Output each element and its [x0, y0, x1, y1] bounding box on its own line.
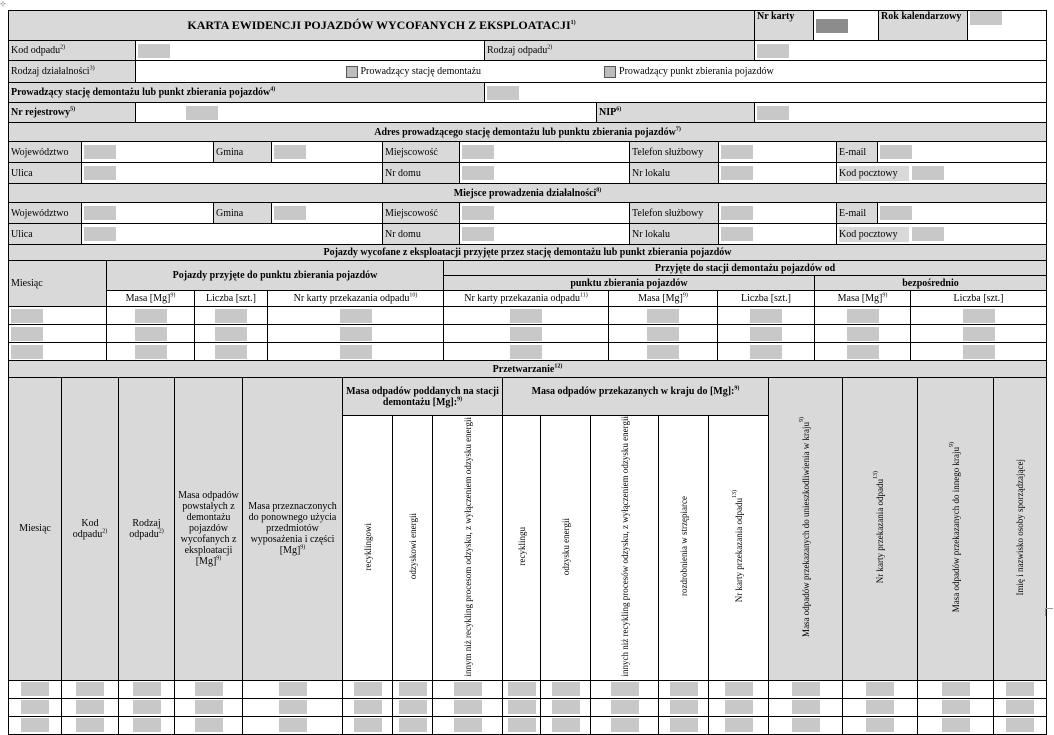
data-cell[interactable]: [444, 325, 609, 343]
data-cell[interactable]: [609, 307, 718, 325]
nr-lokalu-label: Nr lokalu: [630, 163, 719, 184]
data-cell[interactable]: [591, 716, 659, 734]
przetwarzanie-title: Przetwarzanie$^{12)}$: [9, 361, 1047, 378]
miesiac-header: Miesiąc: [9, 378, 62, 681]
table-row: [9, 698, 1047, 716]
gmina-label: Gmina: [214, 203, 272, 224]
data-cell[interactable]: [62, 680, 119, 698]
data-cell[interactable]: [994, 698, 1047, 716]
data-cell[interactable]: [769, 716, 843, 734]
rodzaj-odpadu-field[interactable]: [755, 41, 1047, 61]
nr-lokalu-label: Nr lokalu: [630, 224, 719, 245]
miejsce-title: Miejsce prowadzenia działalności$^{8)}$: [9, 184, 1047, 203]
masa-powstalych-header: Masa odpadów powstałych z demontażu pojazdów wycofanych z eksploatacji $[Mg]^{9)}$: [175, 378, 243, 681]
nr-rejestrowy-label: Nr rejestrowy$^{5)}$: [9, 103, 136, 123]
nr-karty-header: Nr karty przekazania odpadu$^{11)}$: [444, 291, 609, 307]
innego-kraju-header: Masa odpadów przekazanych do innego kraju$^{9)}$: [918, 378, 994, 681]
rodzaj-dzialalnosci-options: [136, 61, 1047, 83]
przetwarzanie-table: [8, 360, 1047, 735]
data-cell[interactable]: [918, 680, 994, 698]
data-cell[interactable]: [503, 680, 541, 698]
poddanych-header: Masa odpadów poddanych na stacji demontażu [Mg]:$^{9)}$: [343, 378, 503, 416]
data-cell[interactable]: [911, 343, 1047, 361]
recyklingowi-header: recyklingowi: [343, 416, 393, 681]
data-cell[interactable]: [268, 343, 444, 361]
data-cell[interactable]: [393, 716, 433, 734]
kod-pocztowy-label: Kod pocztowy: [839, 166, 909, 181]
data-cell[interactable]: [175, 680, 243, 698]
email-label: E-mail: [837, 203, 878, 224]
gmina-field[interactable]: [272, 142, 383, 163]
masa-header: Masa $[Mg]^{9)}$: [609, 291, 718, 307]
data-cell[interactable]: [433, 716, 503, 734]
kod-odpadu-field[interactable]: [136, 41, 485, 61]
gmina-field[interactable]: [272, 203, 383, 224]
table-row: [9, 343, 1047, 361]
table-move-handle-icon[interactable]: ⊹: [0, 0, 6, 8]
data-cell[interactable]: [709, 680, 769, 698]
data-cell[interactable]: [815, 343, 911, 361]
data-cell[interactable]: [918, 716, 994, 734]
nr-domu-label: Nr domu: [383, 163, 460, 184]
odzysku-header: odzysku energii: [541, 416, 591, 681]
masa-header: Masa $[Mg]^{9)}$: [107, 291, 195, 307]
data-cell[interactable]: [195, 307, 268, 325]
data-cell[interactable]: [444, 343, 609, 361]
nr-karty-header: Nr karty przekazania odpadu$^{10)}$: [268, 291, 444, 307]
data-cell[interactable]: [769, 680, 843, 698]
data-cell[interactable]: [243, 698, 343, 716]
kod-pocztowy-cell: [837, 224, 1047, 245]
data-cell[interactable]: [541, 698, 591, 716]
table-row: [9, 716, 1047, 734]
data-cell[interactable]: [175, 698, 243, 716]
kod-odpadu-label: Kod odpadu$^{2)}$: [9, 41, 136, 61]
data-cell[interactable]: [343, 698, 393, 716]
kod-odpadu-header: Kod odpadu$^{2)}$: [62, 378, 119, 681]
data-cell[interactable]: [444, 307, 609, 325]
data-cell[interactable]: [541, 716, 591, 734]
data-cell[interactable]: [591, 698, 659, 716]
innych-procesow-header: innych niż recykling procesów odzysku, z wyłączeniem odzysku energii: [591, 416, 659, 681]
telefon-label: Telefon służbowy: [630, 142, 719, 163]
data-cell[interactable]: [769, 698, 843, 716]
rodzaj-odpadu-header: Rodzaj odpadu$^{2)}$: [119, 378, 175, 681]
miesiac-header: Miesiąc: [9, 261, 107, 307]
table-row: [9, 680, 1047, 698]
nr-domu-field[interactable]: [460, 163, 630, 184]
data-cell[interactable]: [9, 343, 107, 361]
kod-pocztowy-field[interactable]: [912, 227, 944, 241]
data-cell[interactable]: [994, 680, 1047, 698]
nr-lokalu-field[interactable]: [719, 224, 837, 245]
adres-title: Adres prowadzącego stację demontażu lub punktu zbierania pojazdów$^{7)}$: [9, 123, 1047, 142]
data-cell[interactable]: [268, 307, 444, 325]
ulica-label: Ulica: [9, 224, 82, 245]
data-cell[interactable]: [911, 307, 1047, 325]
data-cell[interactable]: [62, 698, 119, 716]
data-cell[interactable]: [62, 716, 119, 734]
pojazdy-title: Pojazdy wycofane z eksploatacji przyjęte przez stację demontażu lub punkt zbierania pojazdów: [9, 245, 1047, 261]
data-cell[interactable]: [843, 698, 918, 716]
nr-karty-header: Nr karty przekazania odpadu$^{13)}$: [843, 378, 918, 681]
data-cell[interactable]: [911, 325, 1047, 343]
nr-domu-field[interactable]: [460, 224, 630, 245]
data-cell[interactable]: [815, 325, 911, 343]
data-cell[interactable]: [9, 716, 62, 734]
imie-nazwisko-header: Imię i nazwisko osoby sporządzającej: [994, 378, 1047, 681]
nr-lokalu-field[interactable]: [719, 163, 837, 184]
nr-domu-label: Nr domu: [383, 224, 460, 245]
data-cell[interactable]: [609, 325, 718, 343]
option-punkt-zbierania[interactable]: Prowadzący punkt zbierania pojazdów: [604, 66, 774, 77]
data-cell[interactable]: [9, 325, 107, 343]
rozdrobnienia-header: rozdrobnienia w strzępiarce: [659, 416, 709, 681]
rodzaj-odpadu-label: Rodzaj odpadu$^{2)}$: [485, 41, 755, 61]
data-cell[interactable]: [433, 698, 503, 716]
odzyskowi-header: odzyskowi energii: [393, 416, 433, 681]
data-cell[interactable]: [107, 343, 195, 361]
wojewodztwo-label: Województwo: [9, 142, 82, 163]
data-cell[interactable]: [609, 343, 718, 361]
data-cell[interactable]: [503, 716, 541, 734]
wojewodztwo-label: Województwo: [9, 203, 82, 224]
data-cell[interactable]: [393, 698, 433, 716]
data-cell[interactable]: [659, 680, 709, 698]
z-punktu-header: punktu zbierania pojazdów: [444, 276, 815, 291]
data-cell[interactable]: [541, 680, 591, 698]
rodzaj-dzialalnosci-label: Rodzaj działalności$^{3)}$: [9, 61, 136, 83]
wojewodztwo-field[interactable]: [82, 203, 214, 224]
data-cell[interactable]: [709, 716, 769, 734]
miejscowosc-field[interactable]: [460, 203, 630, 224]
liczba-header: Liczba [szt.]: [195, 291, 268, 307]
data-cell[interactable]: [9, 698, 62, 716]
liczba-header: Liczba [szt.]: [718, 291, 815, 307]
email-field[interactable]: [878, 142, 1047, 163]
data-cell[interactable]: [659, 698, 709, 716]
data-cell[interactable]: [718, 343, 815, 361]
data-cell[interactable]: [195, 343, 268, 361]
data-cell[interactable]: [815, 307, 911, 325]
data-cell[interactable]: [175, 716, 243, 734]
data-cell[interactable]: [433, 680, 503, 698]
data-cell[interactable]: [718, 307, 815, 325]
checkbox-icon[interactable]: [604, 66, 616, 78]
table-resize-handle-icon[interactable]: [1045, 608, 1053, 616]
pojazdy-table: [8, 244, 1047, 361]
data-cell[interactable]: [994, 716, 1047, 734]
kod-pocztowy-field[interactable]: [912, 166, 944, 180]
checkbox-icon[interactable]: [346, 66, 358, 78]
data-cell[interactable]: [268, 325, 444, 343]
data-cell[interactable]: [119, 716, 175, 734]
prowadzacy-field[interactable]: [485, 83, 1047, 103]
recyklingu-header: recyklingu: [503, 416, 541, 681]
miejscowosc-label: Miejscowość: [383, 142, 460, 163]
stacja-demontazu-header: Przyjęte do stacji demontażu pojazdów od: [444, 261, 1047, 276]
nr-karty-label: Nr karty: [755, 11, 814, 41]
data-cell[interactable]: [591, 680, 659, 698]
email-label: E-mail: [837, 142, 878, 163]
form-card: [8, 10, 1046, 735]
data-cell[interactable]: [107, 307, 195, 325]
table-row: [9, 307, 1047, 325]
data-cell[interactable]: [343, 680, 393, 698]
rok-label: Rok kalendarzowy: [879, 11, 968, 41]
data-cell[interactable]: [343, 716, 393, 734]
header-table: [8, 10, 1047, 123]
data-cell[interactable]: [718, 325, 815, 343]
bezposrednio-header: bezpośrednio: [815, 276, 1047, 291]
masa-header: Masa $[Mg]^{9)}$: [815, 291, 911, 307]
masa-przeznaczonych-header: Masa przeznaczonych do ponownego użycia przedmiotów wyposażenia i części $[Mg]^{9)}$: [243, 378, 343, 681]
data-cell[interactable]: [243, 716, 343, 734]
liczba-header: Liczba [szt.]: [911, 291, 1047, 307]
prowadzacy-label: Prowadzący stację demontażu lub punkt zbierania pojazdów$^{4)}$: [9, 83, 485, 103]
miejscowosc-label: Miejscowość: [383, 203, 460, 224]
data-cell[interactable]: [9, 680, 62, 698]
data-cell[interactable]: [107, 325, 195, 343]
miejscowosc-field[interactable]: [460, 142, 630, 163]
punkt-zbierania-header: Pojazdy przyjęte do punktu zbierania pojazdów: [107, 261, 444, 291]
nr-karty-field[interactable]: [814, 11, 879, 41]
data-cell[interactable]: [709, 698, 769, 716]
data-cell[interactable]: [119, 680, 175, 698]
email-field[interactable]: [878, 203, 1047, 224]
data-cell[interactable]: [243, 680, 343, 698]
kod-pocztowy-cell: [837, 163, 1047, 184]
nr-rejestrowy-field[interactable]: [136, 103, 597, 123]
data-cell[interactable]: [659, 716, 709, 734]
nip-label: NIP$^{6)}$: [597, 103, 755, 123]
nr-karty-header: Nr karty przekazania odpadu$^{13)}$: [709, 416, 769, 681]
data-cell[interactable]: [843, 716, 918, 734]
telefon-label: Telefon służbowy: [630, 203, 719, 224]
data-cell[interactable]: [119, 698, 175, 716]
address-table: [8, 122, 1047, 245]
ulica-field[interactable]: [82, 163, 383, 184]
przekazanych-header: Masa odpadów przekazanych w kraju do [Mg]:$^{9)}$: [503, 378, 769, 416]
innym-procesom-header: innym niż recykling procesom odzysku, z wyłączeniem odzysku energii: [433, 416, 503, 681]
data-cell[interactable]: [9, 307, 107, 325]
ulica-label: Ulica: [9, 163, 82, 184]
telefon-field[interactable]: [719, 203, 837, 224]
wojewodztwo-field[interactable]: [82, 142, 214, 163]
data-cell[interactable]: [393, 680, 433, 698]
data-cell[interactable]: [195, 325, 268, 343]
unieszkodliwienia-header: Masa odpadów przekazanych do unieszkodliwienia w kraju$^{9)}$: [769, 378, 843, 681]
data-cell[interactable]: [843, 680, 918, 698]
table-row: [9, 325, 1047, 343]
rok-field[interactable]: [968, 11, 1047, 41]
telefon-field[interactable]: [719, 142, 837, 163]
ulica-field[interactable]: [82, 224, 383, 245]
card-title: KARTA EWIDENCJI POJAZDÓW WYCOFANYCH Z EKSPLOATACJI$^{1)}$: [9, 11, 755, 41]
option-stacja-demontazu[interactable]: Prowadzący stację demontażu: [346, 66, 482, 77]
gmina-label: Gmina: [214, 142, 272, 163]
kod-pocztowy-label: Kod pocztowy: [839, 227, 909, 242]
nip-field[interactable]: [755, 103, 1047, 123]
data-cell[interactable]: [503, 698, 541, 716]
data-cell[interactable]: [918, 698, 994, 716]
